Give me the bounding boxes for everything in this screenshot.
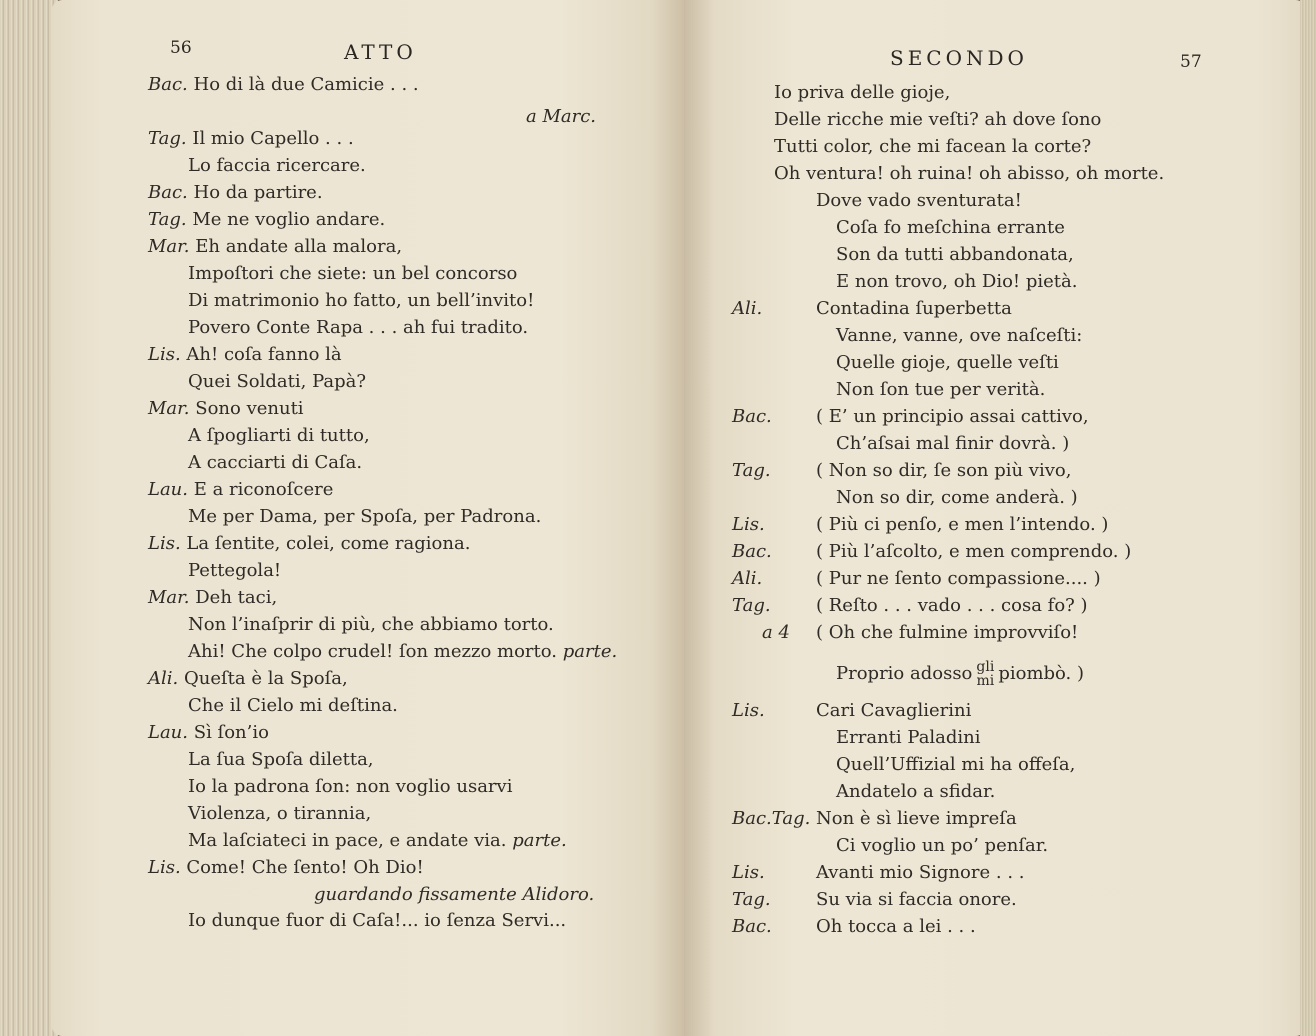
- text-line: Son da tutti abbandonata,: [836, 244, 1074, 265]
- line-text: Ho di là due Camicie . . .: [193, 74, 419, 95]
- speaker-label: Lau.: [148, 722, 188, 743]
- speaker-label: Lis.: [732, 700, 765, 721]
- text-line: Contadina ſuperbetta: [816, 298, 1012, 319]
- text-line: La ſua Spoſa diletta,: [188, 749, 374, 770]
- text-line: E non trovo, oh Dio! pietà.: [836, 271, 1078, 292]
- text-line: Tutti color, che mi facean la corte?: [774, 136, 1092, 157]
- text-line: [188, 830, 567, 852]
- speaker-label: Mar.: [148, 587, 190, 608]
- text-line: [148, 128, 354, 150]
- text-line: ( Reſto . . . vado . . . cosa fo? ): [816, 595, 1088, 616]
- text-line: ( Più ci penſo, e men l’intendo. ): [816, 514, 1109, 535]
- text-line: ( Più l’aſcolto, e men comprendo. ): [816, 541, 1132, 562]
- text-line: Oh ventura! oh ruina! oh abisso, oh morte.: [774, 163, 1165, 184]
- text-line: [148, 857, 424, 879]
- alt-word-top: gli: [976, 659, 995, 675]
- speaker-label: Mar.: [148, 398, 190, 419]
- speaker-label: Lis.: [732, 862, 765, 883]
- text-line: Non l’inaſprir di più, che abbiamo torto.: [188, 614, 554, 635]
- line-text: Ahi! Che colpo crudel! ſon mezzo morto.: [188, 641, 558, 662]
- running-header: ATTO: [344, 40, 417, 64]
- stage-direction: parte.: [512, 830, 567, 851]
- text-line: Dove vado sventurata!: [816, 190, 1022, 211]
- text-line: ( Pur ne ſento compassione.... ): [816, 568, 1101, 589]
- speaker-label: a 4: [762, 622, 790, 643]
- text-line: Coſa fo meſchina errante: [836, 217, 1065, 238]
- alt-word-bottom: mi: [976, 673, 995, 689]
- stage-direction: guardando fissamente Alidoro.: [314, 884, 595, 905]
- line-text: Come! Che ſento! Oh Dio!: [186, 857, 424, 878]
- speaker-label: Lis.: [148, 857, 181, 878]
- text-line: Oh tocca a lei . . .: [816, 916, 976, 937]
- text-line: Su via si faccia onore.: [816, 889, 1017, 910]
- speaker-label: Ali.: [732, 568, 763, 589]
- text-line: Pettegola!: [188, 560, 282, 581]
- speaker-label: Tag.: [732, 460, 771, 481]
- speaker-label: Bac.: [732, 916, 772, 937]
- line-text: Ho da partire.: [193, 182, 323, 203]
- speaker-label: Bac.: [148, 74, 188, 95]
- speaker-label: Lis.: [148, 344, 181, 365]
- text-line: A ſpogliarti di tutto,: [188, 425, 370, 446]
- text-line: A cacciarti di Caſa.: [188, 452, 363, 473]
- speaker-label: Lis.: [732, 514, 765, 535]
- text-line: [148, 479, 333, 501]
- text-line: Che il Cielo mi deſtina.: [188, 695, 398, 716]
- text-line: ( E’ un principio assai cattivo,: [816, 406, 1089, 427]
- right-page: [684, 0, 1306, 1036]
- alternate-words: [976, 660, 994, 688]
- text-line: Non so dir, come anderà. ): [836, 487, 1078, 508]
- text-line: Me per Dama, per Spoſa, per Padrona.: [188, 506, 542, 527]
- text-line: [148, 209, 385, 231]
- speaker-label: Bac.: [148, 182, 188, 203]
- text-line: [148, 182, 323, 204]
- page-number: 56: [170, 38, 192, 58]
- speaker-label: Tag.: [148, 209, 187, 230]
- left-page: [52, 0, 684, 1036]
- text-line: Lo faccia ricercare.: [188, 155, 366, 176]
- line-text: La ſentite, colei, come ragiona.: [186, 533, 471, 554]
- text-line: [188, 641, 617, 663]
- text-line: Vanne, vanne, ove naſceſti:: [836, 325, 1083, 346]
- text-line: ( Oh che fulmine improvviſo!: [816, 622, 1079, 643]
- text-line: Io priva delle gioje,: [774, 82, 951, 103]
- line-text: Ah! coſa fanno là: [186, 344, 342, 365]
- stage-direction: a Marc.: [526, 106, 597, 127]
- speaker-label: Tag.: [732, 595, 771, 616]
- line-text: E a riconoſcere: [193, 479, 334, 500]
- text-line: [148, 533, 470, 555]
- line-text: Eh andate alla malora,: [195, 236, 403, 257]
- line-text: Me ne voglio andare.: [192, 209, 386, 230]
- page-number: 57: [1180, 52, 1202, 72]
- speaker-label: Ali.: [732, 298, 763, 319]
- text-line: Povero Conte Rapa . . . ah fui tradito.: [188, 317, 529, 338]
- speaker-label: Bac.: [732, 541, 772, 562]
- text-line: [148, 668, 348, 690]
- text-line: Quell’Uffizial mi ha offeſa,: [836, 754, 1076, 775]
- line-text: Sono venuti: [195, 398, 304, 419]
- line-text: Queſta è la Spoſa,: [183, 668, 348, 689]
- speaker-label: Lis.: [148, 533, 181, 554]
- text-line: Ch’aſsai mal finir dovrà. ): [836, 433, 1070, 454]
- text-line: Violenza, o tirannia,: [188, 803, 372, 824]
- text-line: [148, 587, 277, 609]
- speaker-label: Lau.: [148, 479, 188, 500]
- speaker-label: Ali.: [148, 668, 179, 689]
- text-line: Cari Cavaglierini: [816, 700, 972, 721]
- text-line: Io dunque fuor di Caſa!... io ſenza Servi...: [188, 910, 567, 931]
- page-edges-left: [0, 0, 58, 1036]
- text-line: [148, 236, 402, 258]
- text-line: Io la padrona ſon: non voglio usarvi: [188, 776, 513, 797]
- text-line: Erranti Paladini: [836, 727, 981, 748]
- text-line: Impoſtori che siete: un bel concorso: [188, 263, 518, 284]
- line-text: Deh taci,: [195, 587, 278, 608]
- running-header: SECONDO: [890, 46, 1028, 70]
- line-text: Il mio Capello . . .: [192, 128, 354, 149]
- line-text: Ma laſciateci in pace, e andate via.: [188, 830, 507, 851]
- text-line: ( Non so dir, ſe son più vivo,: [816, 460, 1072, 481]
- speaker-label: Tag.: [148, 128, 187, 149]
- line-text: Sì ſon’io: [193, 722, 269, 743]
- text-line: Andatelo a sfidar.: [836, 781, 996, 802]
- text-line: Quei Soldati, Papà?: [188, 371, 367, 392]
- text-line: [148, 74, 419, 96]
- text-line: [836, 660, 1084, 688]
- text-line: Avanti mio Signore . . .: [816, 862, 1025, 883]
- speaker-label: Tag.: [732, 889, 771, 910]
- text-line: [148, 398, 304, 420]
- speaker-label: Mar.: [148, 236, 190, 257]
- text-line: [148, 344, 342, 366]
- text-line: [148, 722, 269, 744]
- text-line: Ci voglio un po’ penſar.: [836, 835, 1049, 856]
- text-line: Di matrimonio ho fatto, un bell’invito!: [188, 290, 535, 311]
- text-line: Non ſon tue per verità.: [836, 379, 1046, 400]
- speaker-label: Bac.Tag.: [732, 808, 811, 829]
- speaker-label: Bac.: [732, 406, 772, 427]
- line-text: Proprio adosso: [836, 663, 973, 684]
- page-edges-right: [1300, 0, 1316, 1036]
- stage-direction: parte.: [562, 641, 618, 662]
- text-line: Non è sì lieve impreſa: [816, 808, 1017, 829]
- text-line: Delle ricche mie veſti? ah dove ſono: [774, 109, 1102, 130]
- text-line: Quelle gioje, quelle veſti: [836, 352, 1059, 373]
- line-text-after: piombò. ): [998, 663, 1085, 684]
